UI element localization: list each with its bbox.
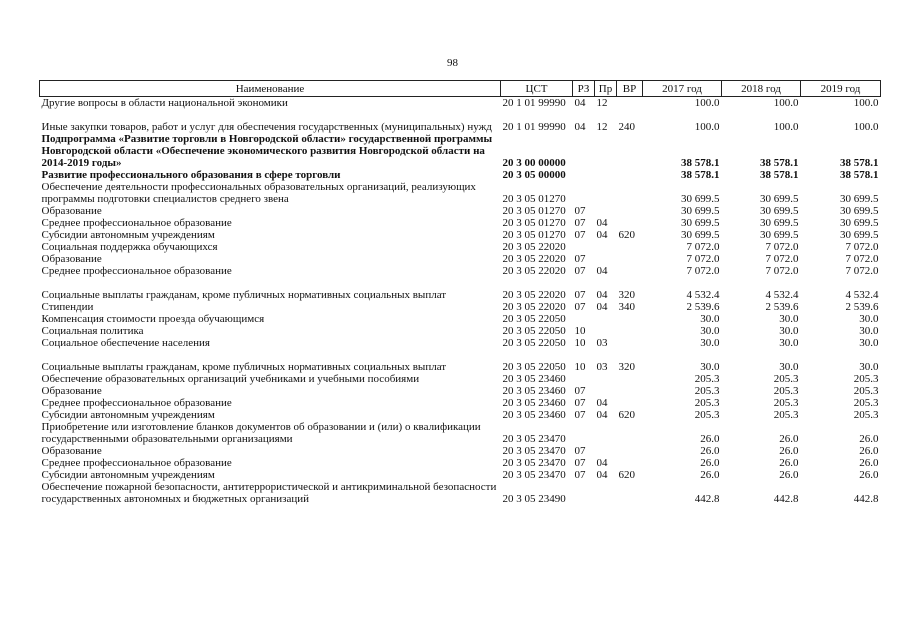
cell-vr xyxy=(617,325,643,337)
cell-2018: 4 532.4 xyxy=(765,289,799,301)
cell-2019: 38 578.1 xyxy=(840,169,879,181)
cell-pr: 12 xyxy=(596,121,608,133)
cell-2018: 26.0 xyxy=(779,445,799,457)
cell-2018: 2 539.6 xyxy=(765,301,799,313)
cell-rz: 07 xyxy=(574,445,586,457)
cell-2018: 7 072.0 xyxy=(765,253,799,265)
cell-2018: 7 072.0 xyxy=(765,241,799,253)
cell-pr xyxy=(595,445,617,457)
cell-name: Развитие профессионального образования в сфере торговли xyxy=(41,169,341,181)
cell-vr xyxy=(617,421,643,445)
cell-rz: 10 xyxy=(574,325,586,337)
cell-2018: 30.0 xyxy=(779,337,799,349)
cell-2019: 7 072.0 xyxy=(845,241,879,253)
cell-pr xyxy=(595,481,617,505)
cell-2018: 38 578.1 xyxy=(760,157,799,169)
table-body xyxy=(40,97,881,506)
cell-cst: 20 3 05 01270 xyxy=(502,229,566,241)
table-row xyxy=(40,325,881,337)
cell-cst: 20 3 00 00000 xyxy=(502,157,566,169)
cell-rz: 07 xyxy=(574,253,586,265)
cell-rz: 07 xyxy=(574,229,586,241)
cell-name: Субсидии автономным учреждениям xyxy=(41,469,215,481)
table-row xyxy=(40,385,881,397)
cell-2017: 30.0 xyxy=(700,361,720,373)
cell-name: Обеспечение деятельности профессиональных образовательных организаций, реализующих программы подготовки специалистов среднего звена xyxy=(41,181,476,205)
cell-rz xyxy=(573,241,595,253)
cell-2019: 38 578.1 xyxy=(840,157,879,169)
cell-name: Социальное обеспечение населения xyxy=(41,337,210,349)
table-row xyxy=(40,181,881,205)
cell-2018: 30.0 xyxy=(779,361,799,373)
table-row xyxy=(40,349,881,373)
cell-vr: 620 xyxy=(618,469,635,481)
header-name: Наименование xyxy=(40,81,501,97)
budget-table xyxy=(39,80,881,505)
cell-pr: 04 xyxy=(596,457,608,469)
table-row xyxy=(40,133,881,169)
cell-rz: 07 xyxy=(574,385,586,397)
cell-name: Обеспечение пожарной безопасности, антитеррористической и антикриминальной безопасности государственных автономных и бюджетных организаций xyxy=(41,481,497,505)
cell-2019: 30 699.5 xyxy=(840,217,879,229)
cell-2019: 26.0 xyxy=(859,445,879,457)
header-cst: ЦСТ xyxy=(501,81,573,97)
cell-2018: 38 578.1 xyxy=(760,169,799,181)
cell-2019: 30.0 xyxy=(859,313,879,325)
cell-2019: 205.3 xyxy=(853,397,879,409)
cell-rz: 07 xyxy=(574,265,586,277)
cell-2017: 205.3 xyxy=(694,373,720,385)
cell-pr: 04 xyxy=(596,265,608,277)
cell-2019: 30 699.5 xyxy=(840,205,879,217)
cell-rz xyxy=(573,313,595,325)
cell-rz xyxy=(573,481,595,505)
cell-cst: 20 1 01 99990 xyxy=(502,121,566,133)
cell-2019: 205.3 xyxy=(853,385,879,397)
cell-2017: 26.0 xyxy=(700,469,720,481)
header-vr: ВР xyxy=(617,81,643,97)
cell-2017: 100.0 xyxy=(694,121,720,133)
cell-cst: 20 3 05 00000 xyxy=(502,169,566,181)
cell-rz: 10 xyxy=(574,337,586,349)
cell-2019: 26.0 xyxy=(859,469,879,481)
cell-cst: 20 3 05 22050 xyxy=(502,337,566,349)
cell-vr: 320 xyxy=(618,289,635,301)
cell-vr xyxy=(617,457,643,469)
cell-cst: 20 3 05 23490 xyxy=(502,493,566,505)
cell-2017: 26.0 xyxy=(700,445,720,457)
cell-2019: 30 699.5 xyxy=(840,193,879,205)
cell-vr: 340 xyxy=(618,301,635,313)
header-rz: РЗ xyxy=(573,81,595,97)
cell-2019: 30.0 xyxy=(859,325,879,337)
cell-pr: 03 xyxy=(596,361,608,373)
cell-2018: 7 072.0 xyxy=(765,265,799,277)
cell-name: Социальные выплаты гражданам, кроме публичных нормативных социальных выплат xyxy=(41,361,447,373)
cell-2017: 30 699.5 xyxy=(681,229,720,241)
cell-vr xyxy=(617,169,643,181)
cell-pr: 04 xyxy=(596,397,608,409)
cell-cst: 20 3 05 22020 xyxy=(502,253,566,265)
cell-rz: 07 xyxy=(574,397,586,409)
cell-rz: 07 xyxy=(574,301,586,313)
cell-name: Обеспечение образовательных организаций учебниками и учебными пособиями xyxy=(41,373,420,385)
cell-vr xyxy=(617,241,643,253)
cell-cst: 20 3 05 01270 xyxy=(502,205,566,217)
cell-2017: 100.0 xyxy=(694,97,720,109)
cell-2017: 7 072.0 xyxy=(686,265,720,277)
table-row xyxy=(40,97,881,110)
cell-2019: 7 072.0 xyxy=(845,265,879,277)
cell-2017: 205.3 xyxy=(694,385,720,397)
table-row xyxy=(40,253,881,265)
cell-vr xyxy=(617,97,643,110)
cell-cst: 20 3 05 23460 xyxy=(502,409,566,421)
cell-cst: 20 3 05 23470 xyxy=(502,469,566,481)
cell-cst: 20 3 05 22020 xyxy=(502,265,566,277)
cell-name: Среднее профессиональное образование xyxy=(41,397,232,409)
cell-2018: 205.3 xyxy=(773,397,799,409)
cell-name: Субсидии автономным учреждениям xyxy=(41,409,215,421)
cell-2017: 30.0 xyxy=(700,325,720,337)
cell-2018: 442.8 xyxy=(773,493,799,505)
cell-pr: 04 xyxy=(596,301,608,313)
cell-name: Образование xyxy=(41,205,102,217)
cell-2017: 30 699.5 xyxy=(681,193,720,205)
cell-pr xyxy=(595,313,617,325)
table-row xyxy=(40,421,881,445)
table-row xyxy=(40,229,881,241)
cell-2019: 26.0 xyxy=(859,457,879,469)
cell-vr xyxy=(617,481,643,505)
cell-2018: 26.0 xyxy=(779,457,799,469)
cell-name: Иные закупки товаров, работ и услуг для обеспечения государственных (муниципальных) нужд xyxy=(41,121,492,133)
cell-2019: 30.0 xyxy=(859,337,879,349)
cell-name: Компенсация стоимости проезда обучающимся xyxy=(41,313,265,325)
cell-cst: 20 3 05 23470 xyxy=(502,433,566,445)
cell-name: Социальная политика xyxy=(41,325,144,337)
cell-cst: 20 3 05 23470 xyxy=(502,445,566,457)
cell-pr: 04 xyxy=(596,289,608,301)
cell-2018: 30 699.5 xyxy=(760,217,799,229)
cell-name: Образование xyxy=(41,445,102,457)
cell-rz: 07 xyxy=(574,409,586,421)
table-row xyxy=(40,241,881,253)
cell-rz xyxy=(573,373,595,385)
cell-2017: 30 699.5 xyxy=(681,205,720,217)
cell-vr xyxy=(617,253,643,265)
cell-pr: 04 xyxy=(596,229,608,241)
cell-cst: 20 3 05 23460 xyxy=(502,397,566,409)
cell-name: Стипендии xyxy=(41,301,94,313)
cell-2018: 26.0 xyxy=(779,469,799,481)
cell-name: Среднее профессиональное образование xyxy=(41,457,232,469)
cell-vr xyxy=(617,217,643,229)
cell-cst: 20 3 05 01270 xyxy=(502,193,566,205)
cell-2017: 4 532.4 xyxy=(686,289,720,301)
cell-pr xyxy=(595,373,617,385)
cell-cst: 20 3 05 23460 xyxy=(502,373,566,385)
cell-cst: 20 3 05 22050 xyxy=(502,361,566,373)
cell-vr: 240 xyxy=(618,121,635,133)
header-2018: 2018 год xyxy=(722,81,801,97)
cell-2017: 442.8 xyxy=(694,493,720,505)
cell-2019: 205.3 xyxy=(853,409,879,421)
cell-pr xyxy=(595,241,617,253)
cell-cst: 20 3 05 22050 xyxy=(502,313,566,325)
cell-2018: 100.0 xyxy=(773,97,799,109)
cell-vr: 320 xyxy=(618,361,635,373)
cell-vr xyxy=(617,205,643,217)
cell-2017: 7 072.0 xyxy=(686,241,720,253)
cell-pr: 03 xyxy=(596,337,608,349)
cell-pr xyxy=(595,205,617,217)
cell-2018: 30.0 xyxy=(779,325,799,337)
cell-2018: 30 699.5 xyxy=(760,229,799,241)
cell-pr: 04 xyxy=(596,469,608,481)
cell-2018: 205.3 xyxy=(773,409,799,421)
table-row xyxy=(40,109,881,133)
cell-pr xyxy=(595,421,617,445)
table-row xyxy=(40,457,881,469)
cell-rz xyxy=(573,169,595,181)
cell-pr xyxy=(595,253,617,265)
cell-vr xyxy=(617,445,643,457)
cell-2019: 100.0 xyxy=(853,97,879,109)
cell-cst: 20 3 05 01270 xyxy=(502,217,566,229)
table-row xyxy=(40,445,881,457)
cell-cst: 20 3 05 22050 xyxy=(502,325,566,337)
cell-name: Образование xyxy=(41,253,102,265)
cell-2019: 2 539.6 xyxy=(845,301,879,313)
cell-pr: 12 xyxy=(596,97,608,109)
cell-rz: 04 xyxy=(574,97,586,109)
cell-2017: 30.0 xyxy=(700,337,720,349)
table-row xyxy=(40,409,881,421)
cell-rz: 07 xyxy=(574,469,586,481)
cell-2019: 7 072.0 xyxy=(845,253,879,265)
cell-pr: 04 xyxy=(596,409,608,421)
cell-vr xyxy=(617,265,643,277)
cell-vr xyxy=(617,313,643,325)
cell-vr xyxy=(617,385,643,397)
cell-2017: 30 699.5 xyxy=(681,217,720,229)
header-pr: Пр xyxy=(595,81,617,97)
cell-2018: 205.3 xyxy=(773,373,799,385)
cell-2018: 100.0 xyxy=(773,121,799,133)
cell-2017: 205.3 xyxy=(694,397,720,409)
cell-vr xyxy=(617,397,643,409)
cell-rz: 04 xyxy=(574,121,586,133)
cell-rz xyxy=(573,133,595,169)
cell-vr xyxy=(617,337,643,349)
cell-pr xyxy=(595,169,617,181)
cell-name: Среднее профессиональное образование xyxy=(41,265,232,277)
cell-name: Социальные выплаты гражданам, кроме публичных нормативных социальных выплат xyxy=(41,289,447,301)
cell-vr: 620 xyxy=(618,229,635,241)
cell-rz: 07 xyxy=(574,205,586,217)
cell-name: Приобретение или изготовление бланков документов об образовании и (или) о квалификации государственными образовательными организациями xyxy=(41,421,481,445)
cell-rz: 07 xyxy=(574,217,586,229)
cell-vr xyxy=(617,373,643,385)
cell-pr: 04 xyxy=(596,217,608,229)
cell-name: Образование xyxy=(41,385,102,397)
table-row xyxy=(40,337,881,349)
page-number: 98 xyxy=(447,57,458,69)
cell-2019: 442.8 xyxy=(853,493,879,505)
cell-cst: 20 3 05 22020 xyxy=(502,289,566,301)
cell-name: Социальная поддержка обучающихся xyxy=(41,241,218,253)
table-row xyxy=(40,265,881,277)
table-row xyxy=(40,373,881,385)
cell-cst: 20 3 05 23470 xyxy=(502,457,566,469)
cell-2018: 30.0 xyxy=(779,313,799,325)
table-row xyxy=(40,169,881,181)
cell-2018: 30 699.5 xyxy=(760,193,799,205)
cell-vr xyxy=(617,181,643,205)
cell-name: Другие вопросы в области национальной экономики xyxy=(41,97,288,109)
cell-2018: 30 699.5 xyxy=(760,205,799,217)
table-row xyxy=(40,277,881,301)
table-row xyxy=(40,481,881,505)
cell-cst: 20 3 05 22020 xyxy=(502,301,566,313)
cell-2019: 100.0 xyxy=(853,121,879,133)
cell-2018: 205.3 xyxy=(773,385,799,397)
cell-vr xyxy=(617,133,643,169)
table-row xyxy=(40,313,881,325)
table-row xyxy=(40,397,881,409)
cell-rz: 07 xyxy=(574,289,586,301)
cell-pr xyxy=(595,385,617,397)
cell-vr: 620 xyxy=(618,409,635,421)
cell-pr xyxy=(595,325,617,337)
cell-pr xyxy=(595,181,617,205)
header-2017: 2017 год xyxy=(643,81,722,97)
cell-2017: 38 578.1 xyxy=(681,157,720,169)
cell-2017: 7 072.0 xyxy=(686,253,720,265)
cell-2017: 205.3 xyxy=(694,409,720,421)
cell-cst: 20 3 05 23460 xyxy=(502,385,566,397)
cell-2019: 30 699.5 xyxy=(840,229,879,241)
cell-2017: 26.0 xyxy=(700,433,720,445)
cell-2017: 30.0 xyxy=(700,313,720,325)
cell-2019: 205.3 xyxy=(853,373,879,385)
table-row xyxy=(40,469,881,481)
cell-rz: 10 xyxy=(574,361,586,373)
table-row xyxy=(40,301,881,313)
table-row xyxy=(40,217,881,229)
cell-2019: 30.0 xyxy=(859,361,879,373)
cell-2017: 2 539.6 xyxy=(686,301,720,313)
cell-2019: 4 532.4 xyxy=(845,289,879,301)
cell-rz: 07 xyxy=(574,457,586,469)
cell-pr xyxy=(595,133,617,169)
table-row xyxy=(40,205,881,217)
table-header-row xyxy=(40,81,881,97)
cell-name: Подпрограмма «Развитие торговли в Новгородской области» государственной программы Новгородской области «Обеспечение экономического развития Новгородской области на 2014-2019 годы» xyxy=(41,133,493,169)
cell-cst: 20 1 01 99990 xyxy=(502,97,566,109)
cell-rz xyxy=(573,181,595,205)
cell-2019: 26.0 xyxy=(859,433,879,445)
cell-cst: 20 3 05 22020 xyxy=(502,241,566,253)
cell-rz xyxy=(573,421,595,445)
cell-2018: 26.0 xyxy=(779,433,799,445)
header-2019: 2019 год xyxy=(801,81,881,97)
cell-name: Субсидии автономным учреждениям xyxy=(41,229,215,241)
cell-2017: 26.0 xyxy=(700,457,720,469)
cell-name: Среднее профессиональное образование xyxy=(41,217,232,229)
cell-2017: 38 578.1 xyxy=(681,169,720,181)
